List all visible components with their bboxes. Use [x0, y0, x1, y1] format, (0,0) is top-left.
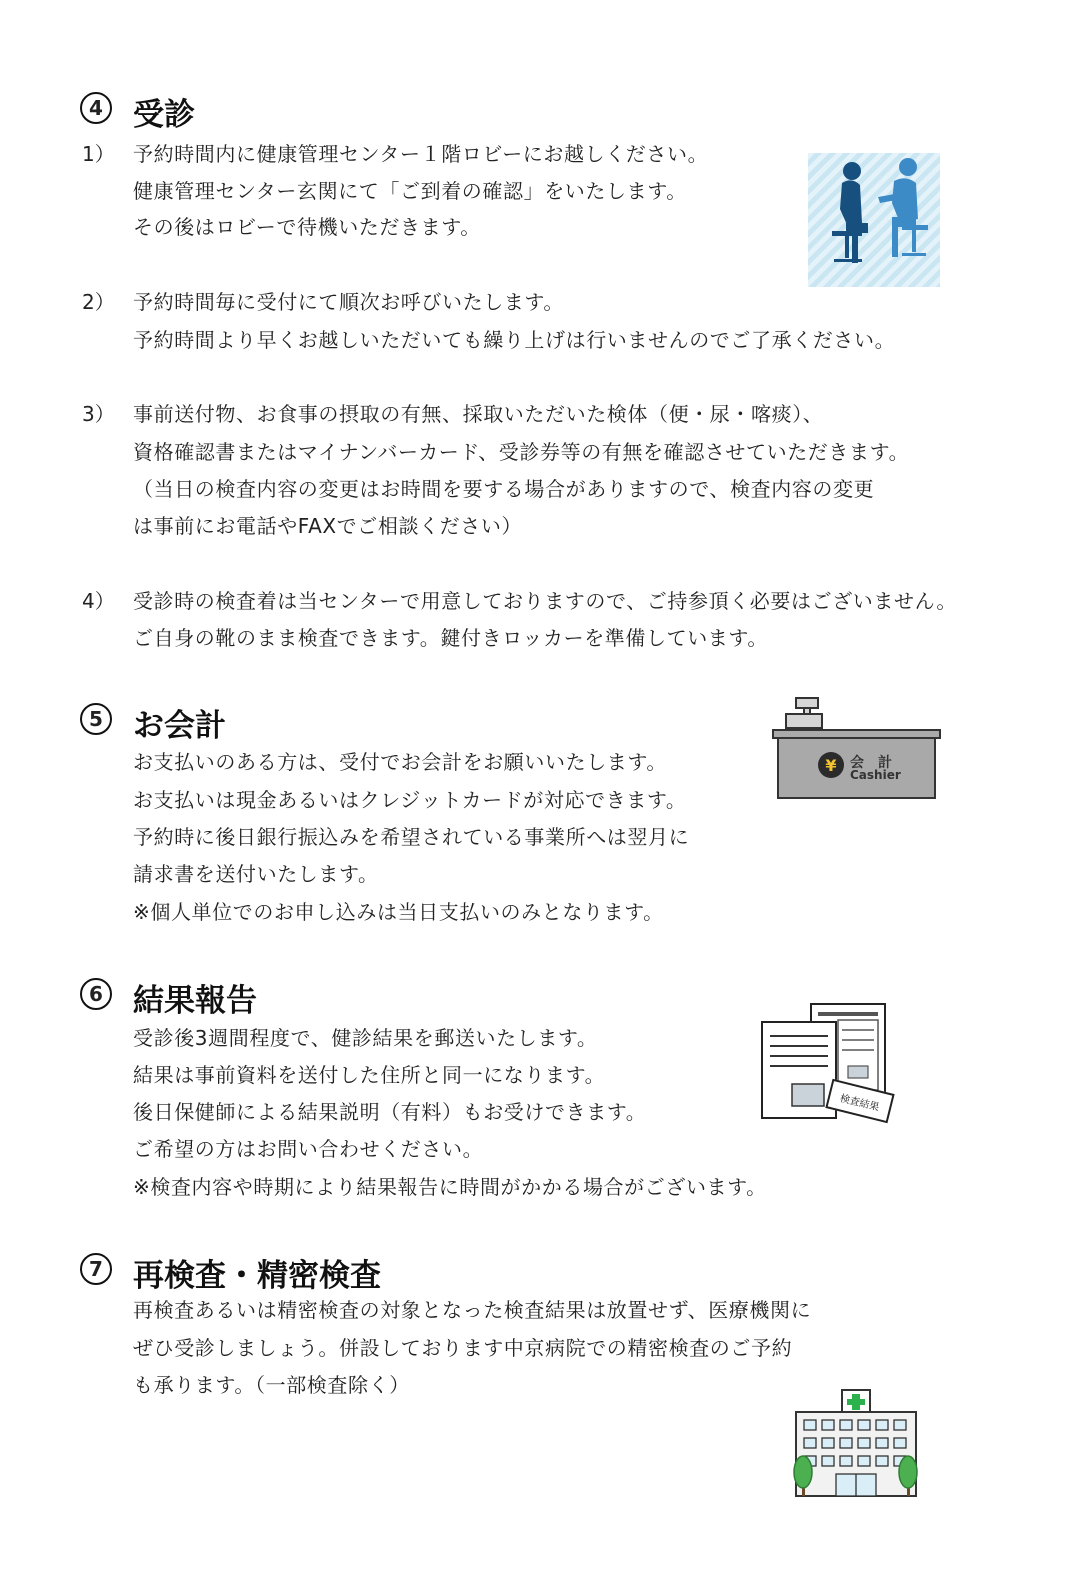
cashier-illustration	[772, 696, 942, 802]
text-line: ぜひ受診しましょう。併設しております中京病院での精密検査のご予約	[133, 1336, 793, 1360]
section-number: 7	[80, 1253, 112, 1285]
result-card: 検査結果	[825, 1079, 894, 1124]
item-number: 1）	[82, 142, 115, 166]
text-line: 資格確認書またはマイナンバーカード、受診券等の有無を確認させていただきます。	[133, 440, 910, 464]
text-line: も承ります。（一部検査除く）	[133, 1373, 410, 1397]
section-title: 受診	[133, 97, 195, 133]
section-number: 4	[80, 92, 112, 124]
item-number: 3）	[82, 402, 115, 426]
text-line: 予約時間内に健康管理センター１階ロビーにお越しください。	[133, 142, 709, 166]
text-line: （当日の検査内容の変更はお時間を要する場合がありますので、検査内容の変更	[133, 477, 875, 501]
text-line: 予約時間より早くお越しいただいても繰り上げは行いませんのでご了承ください。	[133, 328, 896, 352]
text-line: その後はロビーで待機いただきます。	[133, 215, 481, 239]
text-line: お支払いは現金あるいはクレジットカードが対応できます。	[133, 788, 687, 812]
yen-icon: ¥	[818, 752, 844, 778]
section-title: 再検査・精密検査	[133, 1258, 381, 1294]
text-line: 予約時に後日銀行振込みを希望されている事業所へは翌月に	[133, 825, 690, 849]
item-number: 4）	[82, 589, 115, 613]
item-number: 2）	[82, 290, 115, 314]
text-line: 請求書を送付いたします。	[133, 862, 379, 886]
text-line: ご自身の靴のまま検査できます。鍵付きロッカーを準備しています。	[133, 626, 768, 650]
section-title: お会計	[133, 708, 226, 744]
text-line: 受診後3週間程度で、健診結果を郵送いたします。	[133, 1026, 598, 1050]
text-line: 結果は事前資料を送付した住所と同一になります。	[133, 1063, 606, 1087]
text-line: 予約時間毎に受付にて順次お呼びいたします。	[133, 290, 564, 314]
text-line: 後日保健師による結果説明（有料）もお受けできます。	[133, 1100, 647, 1124]
section-number: 6	[80, 978, 112, 1010]
cashier-sign-en: Cashier	[850, 768, 901, 782]
section-title: 結果報告	[133, 983, 257, 1019]
text-line: ※検査内容や時期により結果報告に時間がかかる場合がございます。	[133, 1175, 767, 1199]
text-line: お支払いのある方は、受付でお会計をお願いいたします。	[133, 750, 667, 774]
text-line: 健康管理センター玄関にて「ご到着の確認」をいたします。	[133, 179, 687, 203]
text-line: 受診時の検査着は当センターで用意しておりますので、ご持参頂く必要はございません。	[133, 589, 957, 613]
hospital-illustration	[790, 1388, 922, 1504]
section-number: 5	[80, 703, 112, 735]
consultation-illustration	[808, 153, 940, 287]
text-line: ご希望の方はお問い合わせください。	[133, 1137, 484, 1161]
text-line: ※個人単位でのお申し込みは当日支払いのみとなります。	[133, 900, 664, 924]
result-report-illustration	[760, 1002, 900, 1132]
text-line: は事前にお電話やFAXでご相談ください）	[133, 514, 523, 538]
text-line: 事前送付物、お食事の摂取の有無、採取いただいた検体（便・尿・喀痰）、	[133, 402, 824, 426]
text-line: 再検査あるいは精密検査の対象となった検査結果は放置せず、医療機関に	[133, 1298, 812, 1322]
cashier-sign-jp: 会 計	[850, 755, 892, 771]
